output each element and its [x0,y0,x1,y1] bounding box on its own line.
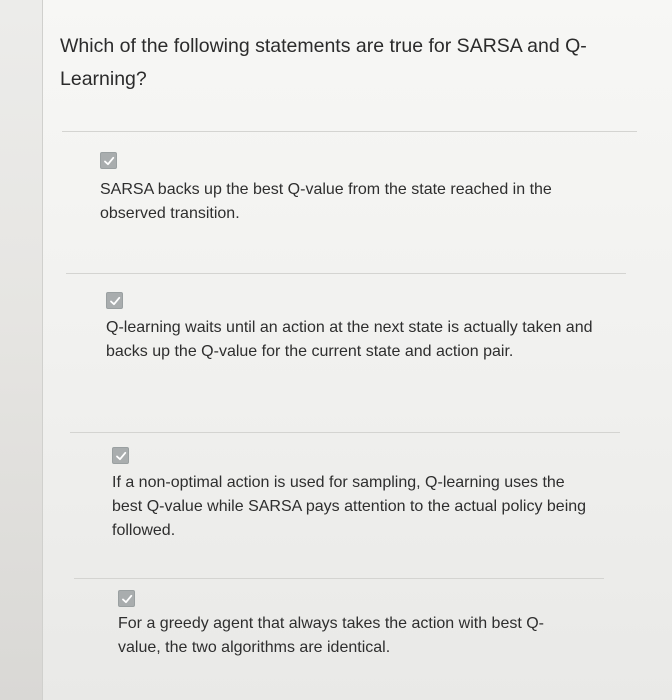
answer-checkbox-3[interactable] [112,447,129,464]
check-icon [121,593,133,605]
answer-option-3[interactable] [112,447,592,543]
check-icon [103,155,115,167]
divider-top [62,131,637,132]
answer-option-text: Q-learning waits until an action at the next state is actually taken and backs up the Q-value for the current state and action pair. [106,319,593,360]
answer-checkbox-2[interactable] [106,292,123,309]
answer-option-text: If a non-optimal action is used for sampling, Q-learning uses the best Q-value while SARSA pays attention to the actual policy being followed. [112,474,587,539]
question-text: Which of the following statements are true for SARSA and Q-Learning? [60,35,587,90]
answer-checkbox-1[interactable] [100,152,117,169]
answer-option-4[interactable] [118,590,558,662]
divider [74,578,604,579]
answer-checkbox-4[interactable] [118,590,135,607]
answer-option-text: SARSA backs up the best Q-value from the state reached in the observed transition. [100,181,552,222]
divider [66,273,626,274]
divider [70,432,620,433]
answer-option-2[interactable] [106,292,596,392]
answer-option-text: For a greedy agent that always takes the action with best Q-value, the two algorithms are identical. [118,615,544,656]
answer-option-1[interactable] [100,152,610,230]
check-icon [109,295,121,307]
check-icon [115,450,127,462]
